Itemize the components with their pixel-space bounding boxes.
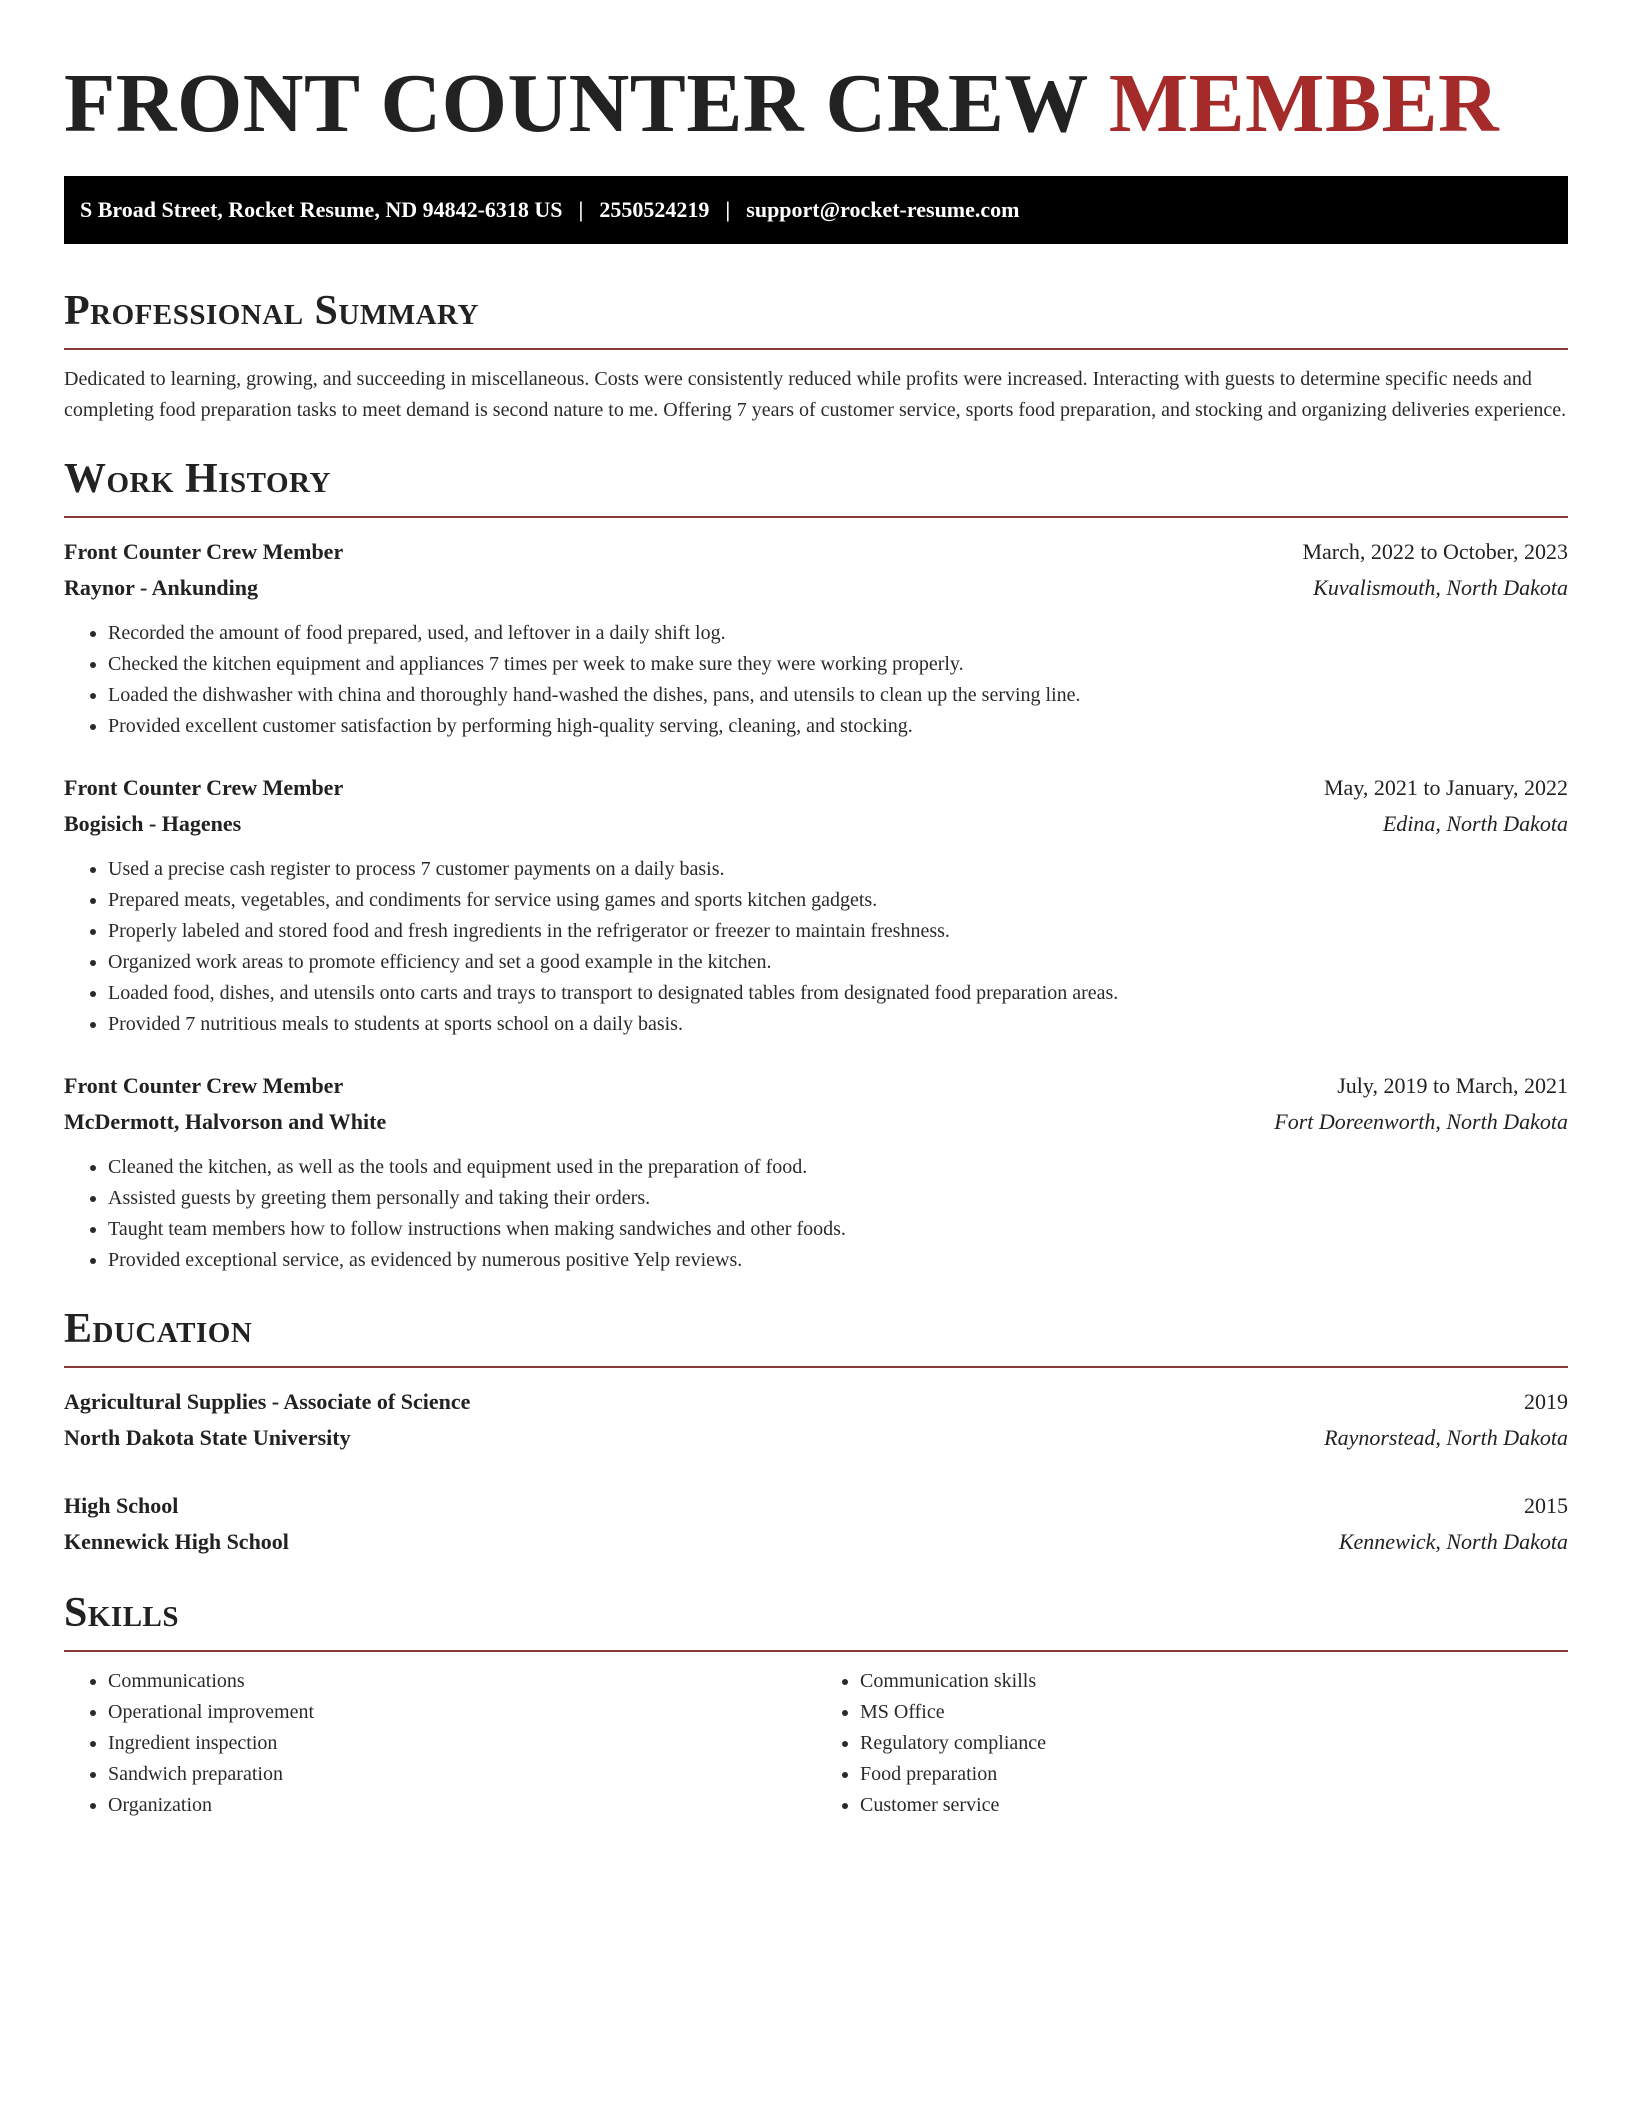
section-divider (64, 516, 1568, 518)
education-entry (64, 1384, 1568, 1456)
job-duty: • Provided 7 nutritious meals to students at sports school on a daily basis. (108, 1009, 1568, 1040)
skills-section (64, 1586, 1568, 1821)
contact-separator: | (725, 197, 731, 222)
skill-item: • Organization (108, 1790, 816, 1821)
job-duty: • Recorded the amount of food prepared, used, and leftover in a daily shift log. (108, 618, 1568, 649)
education-school: Kennewick High School (64, 1529, 289, 1554)
contact-phone[interactable]: 2550524219 (599, 197, 710, 222)
education-year: 2019 (1524, 1389, 1568, 1414)
job-entry (64, 534, 1568, 742)
skill-item: • Communication skills (860, 1666, 1568, 1697)
skill-item: • Sandwich preparation (108, 1759, 816, 1790)
name-accent: MEMBER (1108, 57, 1500, 150)
contact-address: S Broad Street, Rocket Resume, ND 94842-6318 US (80, 197, 563, 222)
contact-email[interactable]: support@rocket-resume.com (746, 197, 1020, 222)
section-title-work-history: Work History (64, 456, 331, 502)
candidate-name (64, 56, 1568, 152)
job-role: Front Counter Crew Member (64, 775, 344, 800)
job-location: Edina, North Dakota (1382, 811, 1568, 836)
job-duty: • Assisted guests by greeting them personally and taking their orders. (108, 1183, 1568, 1214)
job-duty: • Used a precise cash register to process 7 customer payments on a daily basis. (108, 854, 1568, 885)
skills-grid (64, 1666, 1568, 1821)
education-year: 2015 (1524, 1493, 1568, 1518)
skill-item: • Communications (108, 1666, 816, 1697)
education-degree: Agricultural Supplies - Associate of Science (64, 1389, 471, 1414)
section-title-education: Education (64, 1306, 253, 1352)
education-school: North Dakota State University (64, 1425, 351, 1450)
section-divider (64, 348, 1568, 350)
work-history-section (64, 452, 1568, 1276)
job-duty: • Loaded food, dishes, and utensils onto carts and trays to transport to designated tables from designated food preparation areas. (108, 978, 1568, 1009)
job-dates: July, 2019 to March, 2021 (1337, 1073, 1568, 1098)
contact-separator: | (578, 197, 584, 222)
skill-item: • MS Office (860, 1697, 1568, 1728)
job-duty: • Organized work areas to promote efficiency and set a good example in the kitchen. (108, 947, 1568, 978)
section-divider (64, 1366, 1568, 1368)
job-duty: • Properly labeled and stored food and fresh ingredients in the refrigerator or freezer to maintain freshness. (108, 916, 1568, 947)
job-duties (64, 1152, 1568, 1276)
job-duties (64, 854, 1568, 1040)
education-location: Raynorstead, North Dakota (1324, 1425, 1568, 1450)
job-role: Front Counter Crew Member (64, 539, 344, 564)
job-duties (64, 618, 1568, 742)
skill-item: • Regulatory compliance (860, 1728, 1568, 1759)
job-duty: • Checked the kitchen equipment and appliances 7 times per week to make sure they were working properly. (108, 649, 1568, 680)
education-section (64, 1302, 1568, 1560)
job-company: Raynor - Ankunding (64, 575, 259, 600)
contact-bar (64, 176, 1568, 244)
section-divider (64, 1650, 1568, 1652)
skill-item: • Customer service (860, 1790, 1568, 1821)
skill-item: • Operational improvement (108, 1697, 816, 1728)
job-duty: • Provided exceptional service, as evidenced by numerous positive Yelp reviews. (108, 1245, 1568, 1276)
education-entry (64, 1488, 1568, 1560)
job-duty: • Loaded the dishwasher with china and thoroughly hand-washed the dishes, pans, and utensils to clean up the serving line. (108, 680, 1568, 711)
section-title-skills: Skills (64, 1590, 180, 1636)
section-title-summary: Professional Summary (64, 288, 479, 334)
job-company: Bogisich - Hagenes (64, 811, 242, 836)
job-duty: • Prepared meats, vegetables, and condiments for service using games and sports kitchen gadgets. (108, 885, 1568, 916)
job-dates: March, 2022 to October, 2023 (1302, 539, 1568, 564)
education-degree: High School (64, 1493, 179, 1518)
education-location: Kennewick, North Dakota (1338, 1529, 1568, 1554)
job-role: Front Counter Crew Member (64, 1073, 344, 1098)
job-entry (64, 1068, 1568, 1276)
name-main: FRONT COUNTER CREW (64, 57, 1088, 150)
job-duty: • Taught team members how to follow instructions when making sandwiches and other foods. (108, 1214, 1568, 1245)
job-location: Fort Doreenworth, North Dakota (1274, 1109, 1568, 1134)
skill-item: • Ingredient inspection (108, 1728, 816, 1759)
job-entry (64, 770, 1568, 1040)
skills-column-right (816, 1666, 1568, 1821)
summary-text: Dedicated to learning, growing, and succeeding in miscellaneous. Costs were consistently reduced while profits were increased. Interacting with guests to determine specific needs and completing food preparation tasks to meet demand is second nature to me. Offering 7 years of customer service, sports food preparation, and stocking and organizing deliveries experience. (64, 368, 1567, 421)
job-duty: • Provided excellent customer satisfaction by performing high-quality serving, cleaning, and stocking. (108, 711, 1568, 742)
job-duty: • Cleaned the kitchen, as well as the tools and equipment used in the preparation of food. (108, 1152, 1568, 1183)
job-company: McDermott, Halvorson and White (64, 1109, 387, 1134)
job-location: Kuvalismouth, North Dakota (1313, 575, 1568, 600)
job-dates: May, 2021 to January, 2022 (1324, 775, 1568, 800)
skills-column-left (64, 1666, 816, 1821)
resume-page (64, 0, 1568, 1821)
summary-section (64, 284, 1568, 426)
skill-item: • Food preparation (860, 1759, 1568, 1790)
